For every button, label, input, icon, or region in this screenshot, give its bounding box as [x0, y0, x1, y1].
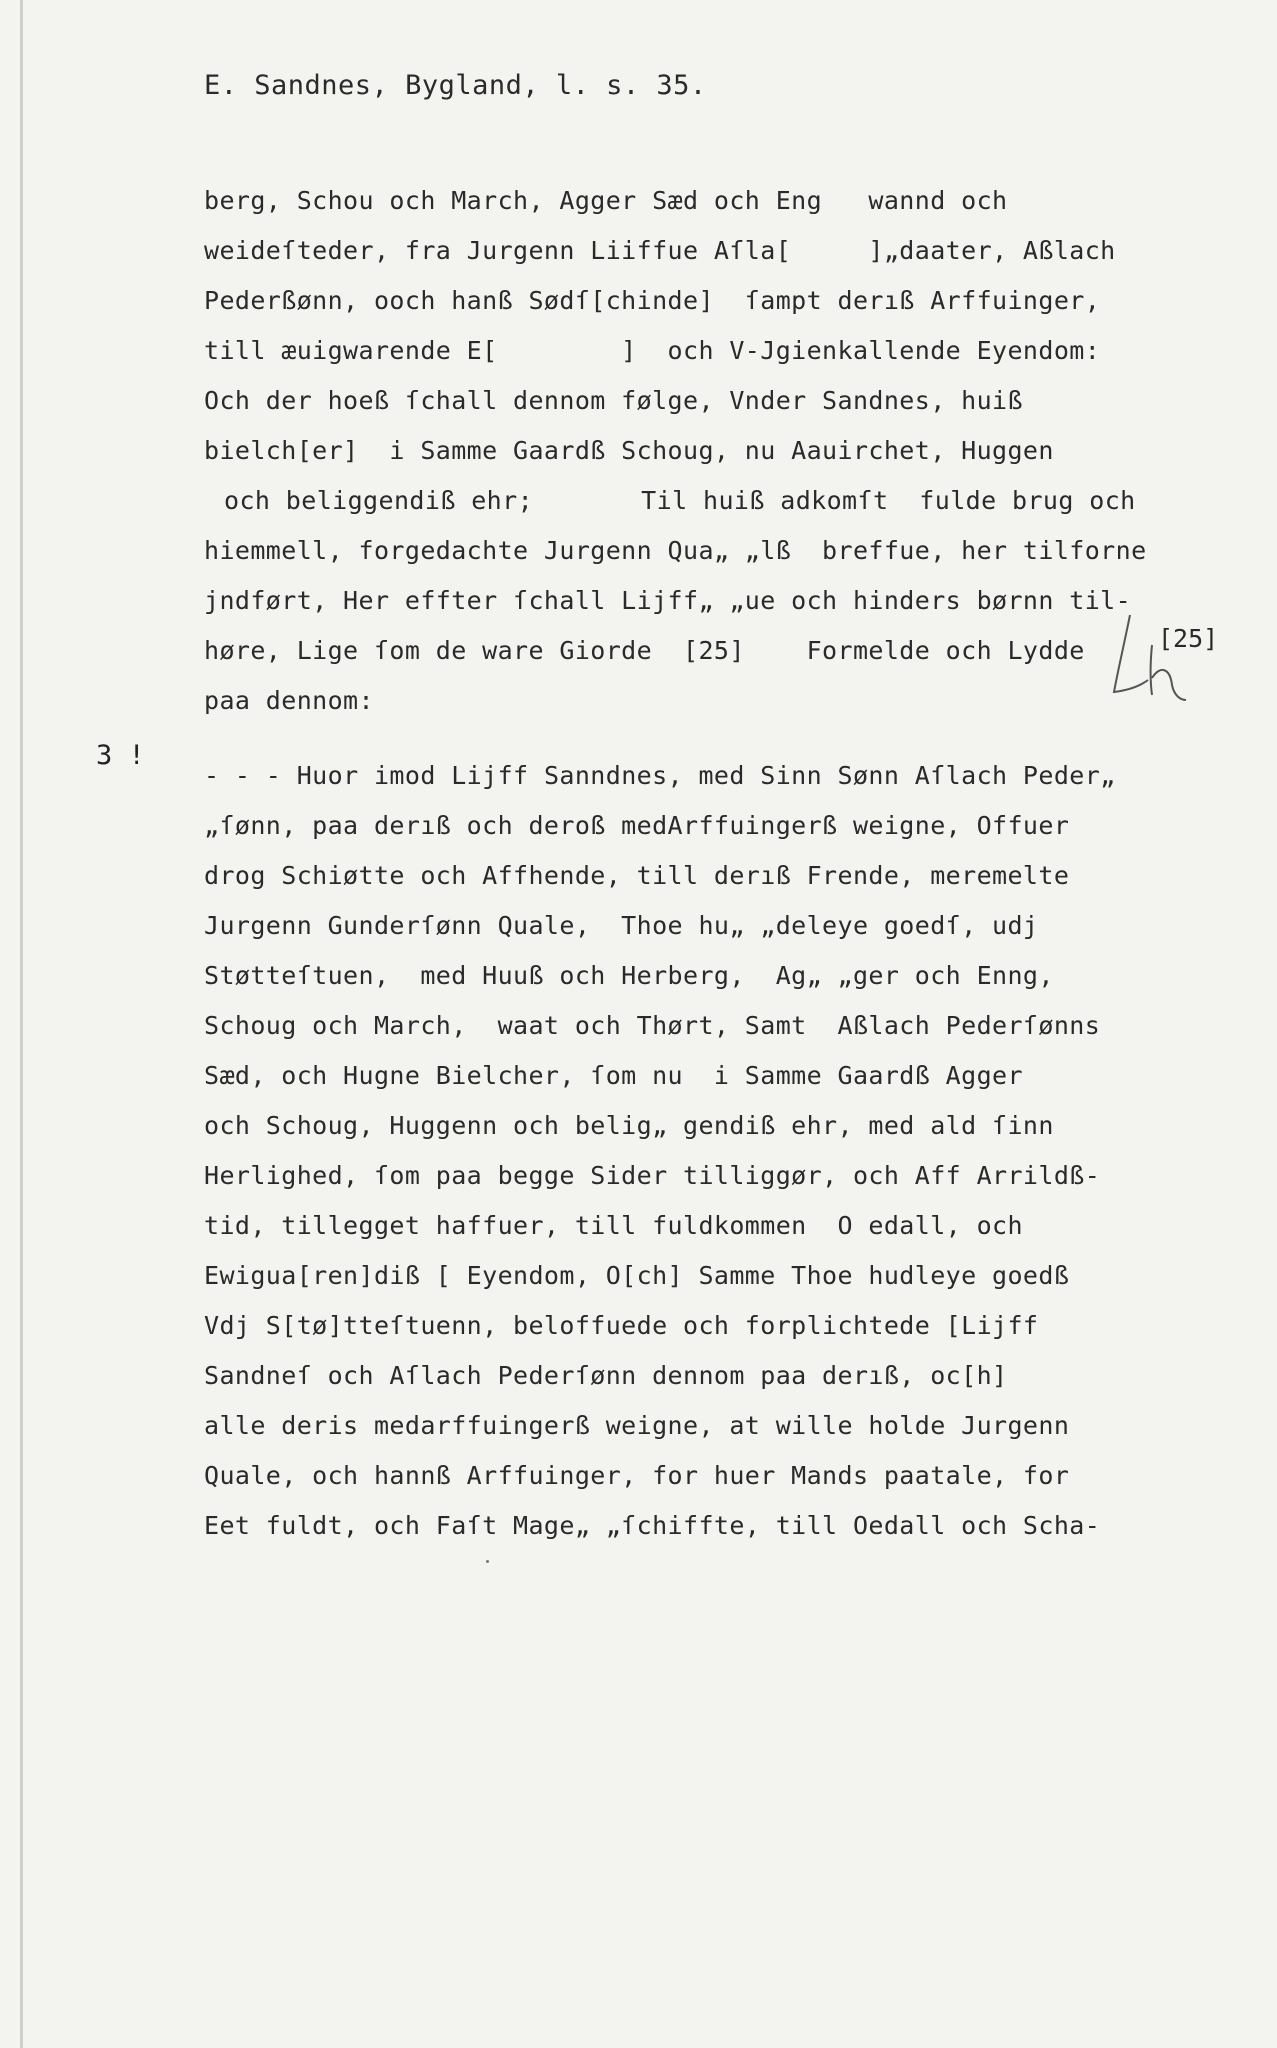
text-line: tid, tillegget haffuer, till fuldkommen O edall, och — [204, 1211, 1023, 1240]
text-line: bielch[er] i Samme Gaardß Schoug, nu Aauirchet, Huggen — [204, 436, 1054, 465]
paragraph-gap — [204, 726, 1154, 751]
text-line: Ewigua[ren]diß [ Eyendom, O[ch] Samme Thoe hudleye goedß — [204, 1261, 1070, 1290]
text-line: Quale, och hannß Arffuinger, for huer Mands paatale, for — [204, 1461, 1070, 1490]
text-line: Och der hoeß ſchall dennom følge, Vnder Sandnes, huiß — [204, 386, 1023, 415]
text-line: Herlighed, ſom paa begge Sider tilliggør, och Aff Arrildß- — [204, 1161, 1101, 1190]
text-line: drog Schiøtte och Affhende, till derıß Frende, meremelte — [204, 861, 1070, 890]
text-line: och Schoug, Huggenn och belig„ gendiß ehr, med ald ſinn — [204, 1111, 1054, 1140]
text-line: till æuigwarende E[ ] och V-Jgienkallende Eyendom: — [204, 336, 1101, 365]
text-line-content: Huor imod Lijff Sanndnes, med Sinn Sønn Aſlach Peder„ — [296, 761, 1116, 790]
text-line: weideſteder, fra Jurgenn Liiffue Aſla[ ]„daater, Aßlach — [204, 236, 1116, 265]
paragraph-lead-dashes: - - - — [204, 761, 297, 790]
text-line: Vdj S[tø]tteſtuenn, beloffuede och forplichtede [Lijff — [204, 1311, 1039, 1340]
page-edge-divider — [20, 0, 23, 2048]
text-line: „ſønn, paa derıß och deroß medArffuingerß weigne, Offuer — [204, 811, 1070, 840]
text-line: Sæd, och Hugne Bielcher, ſom nu i Samme Gaardß Agger — [204, 1061, 1023, 1090]
text-line: och beliggendiß ehr; Til huiß adkomſt fulde brug och — [224, 486, 1136, 515]
text-line: Støtteſtuen, med Huuß och Herberg, Ag„ „ger och Enng, — [204, 961, 1054, 990]
text-line: jndført, Her effter ſchall Lijff„ „ue och hinders børnn til- — [204, 586, 1132, 615]
text-line: paa dennom: — [204, 686, 374, 715]
transcription-body — [204, 176, 1154, 1551]
text-line: hiemmell, forgedachte Jurgenn Qua„ „lß breffue, her tilforne — [204, 536, 1147, 565]
margin-annotation: 3 ! — [96, 740, 145, 771]
text-line: Sandneſ och Aſlach Pederſønn dennom paa derıß, oc[h] — [204, 1361, 1008, 1390]
text-line: berg, Schou och March, Agger Sæd och Eng wannd och — [204, 186, 1008, 215]
margin-page-reference: [25] — [1158, 624, 1219, 653]
page-header: E. Sandnes, Bygland, l. s. 35. — [204, 70, 707, 101]
text-line: høre, Lige ſom de ware Giorde [25] Formelde och Lydde — [204, 636, 1085, 665]
text-line: alle deris medarffuingerß weigne, at wille holde Jurgenn — [204, 1411, 1070, 1440]
text-line: Jurgenn Gunderſønn Quale, Thoe hu„ „deleye goedſ, udj — [204, 911, 1039, 940]
text-line: Schoug och March, waat och Thørt, Samt Aßlach Pederſønns — [204, 1011, 1101, 1040]
text-line — [204, 751, 1154, 801]
text-line: Eet fuldt, och Faſt Mage„ „ſchiffte, till Oedall och Scha- — [204, 1511, 1101, 1540]
text-line: Pederßønn, ooch hanß Sødſ[chinde] ſampt derıß Arffuinger, — [204, 286, 1101, 315]
stray-mark — [486, 1560, 489, 1563]
